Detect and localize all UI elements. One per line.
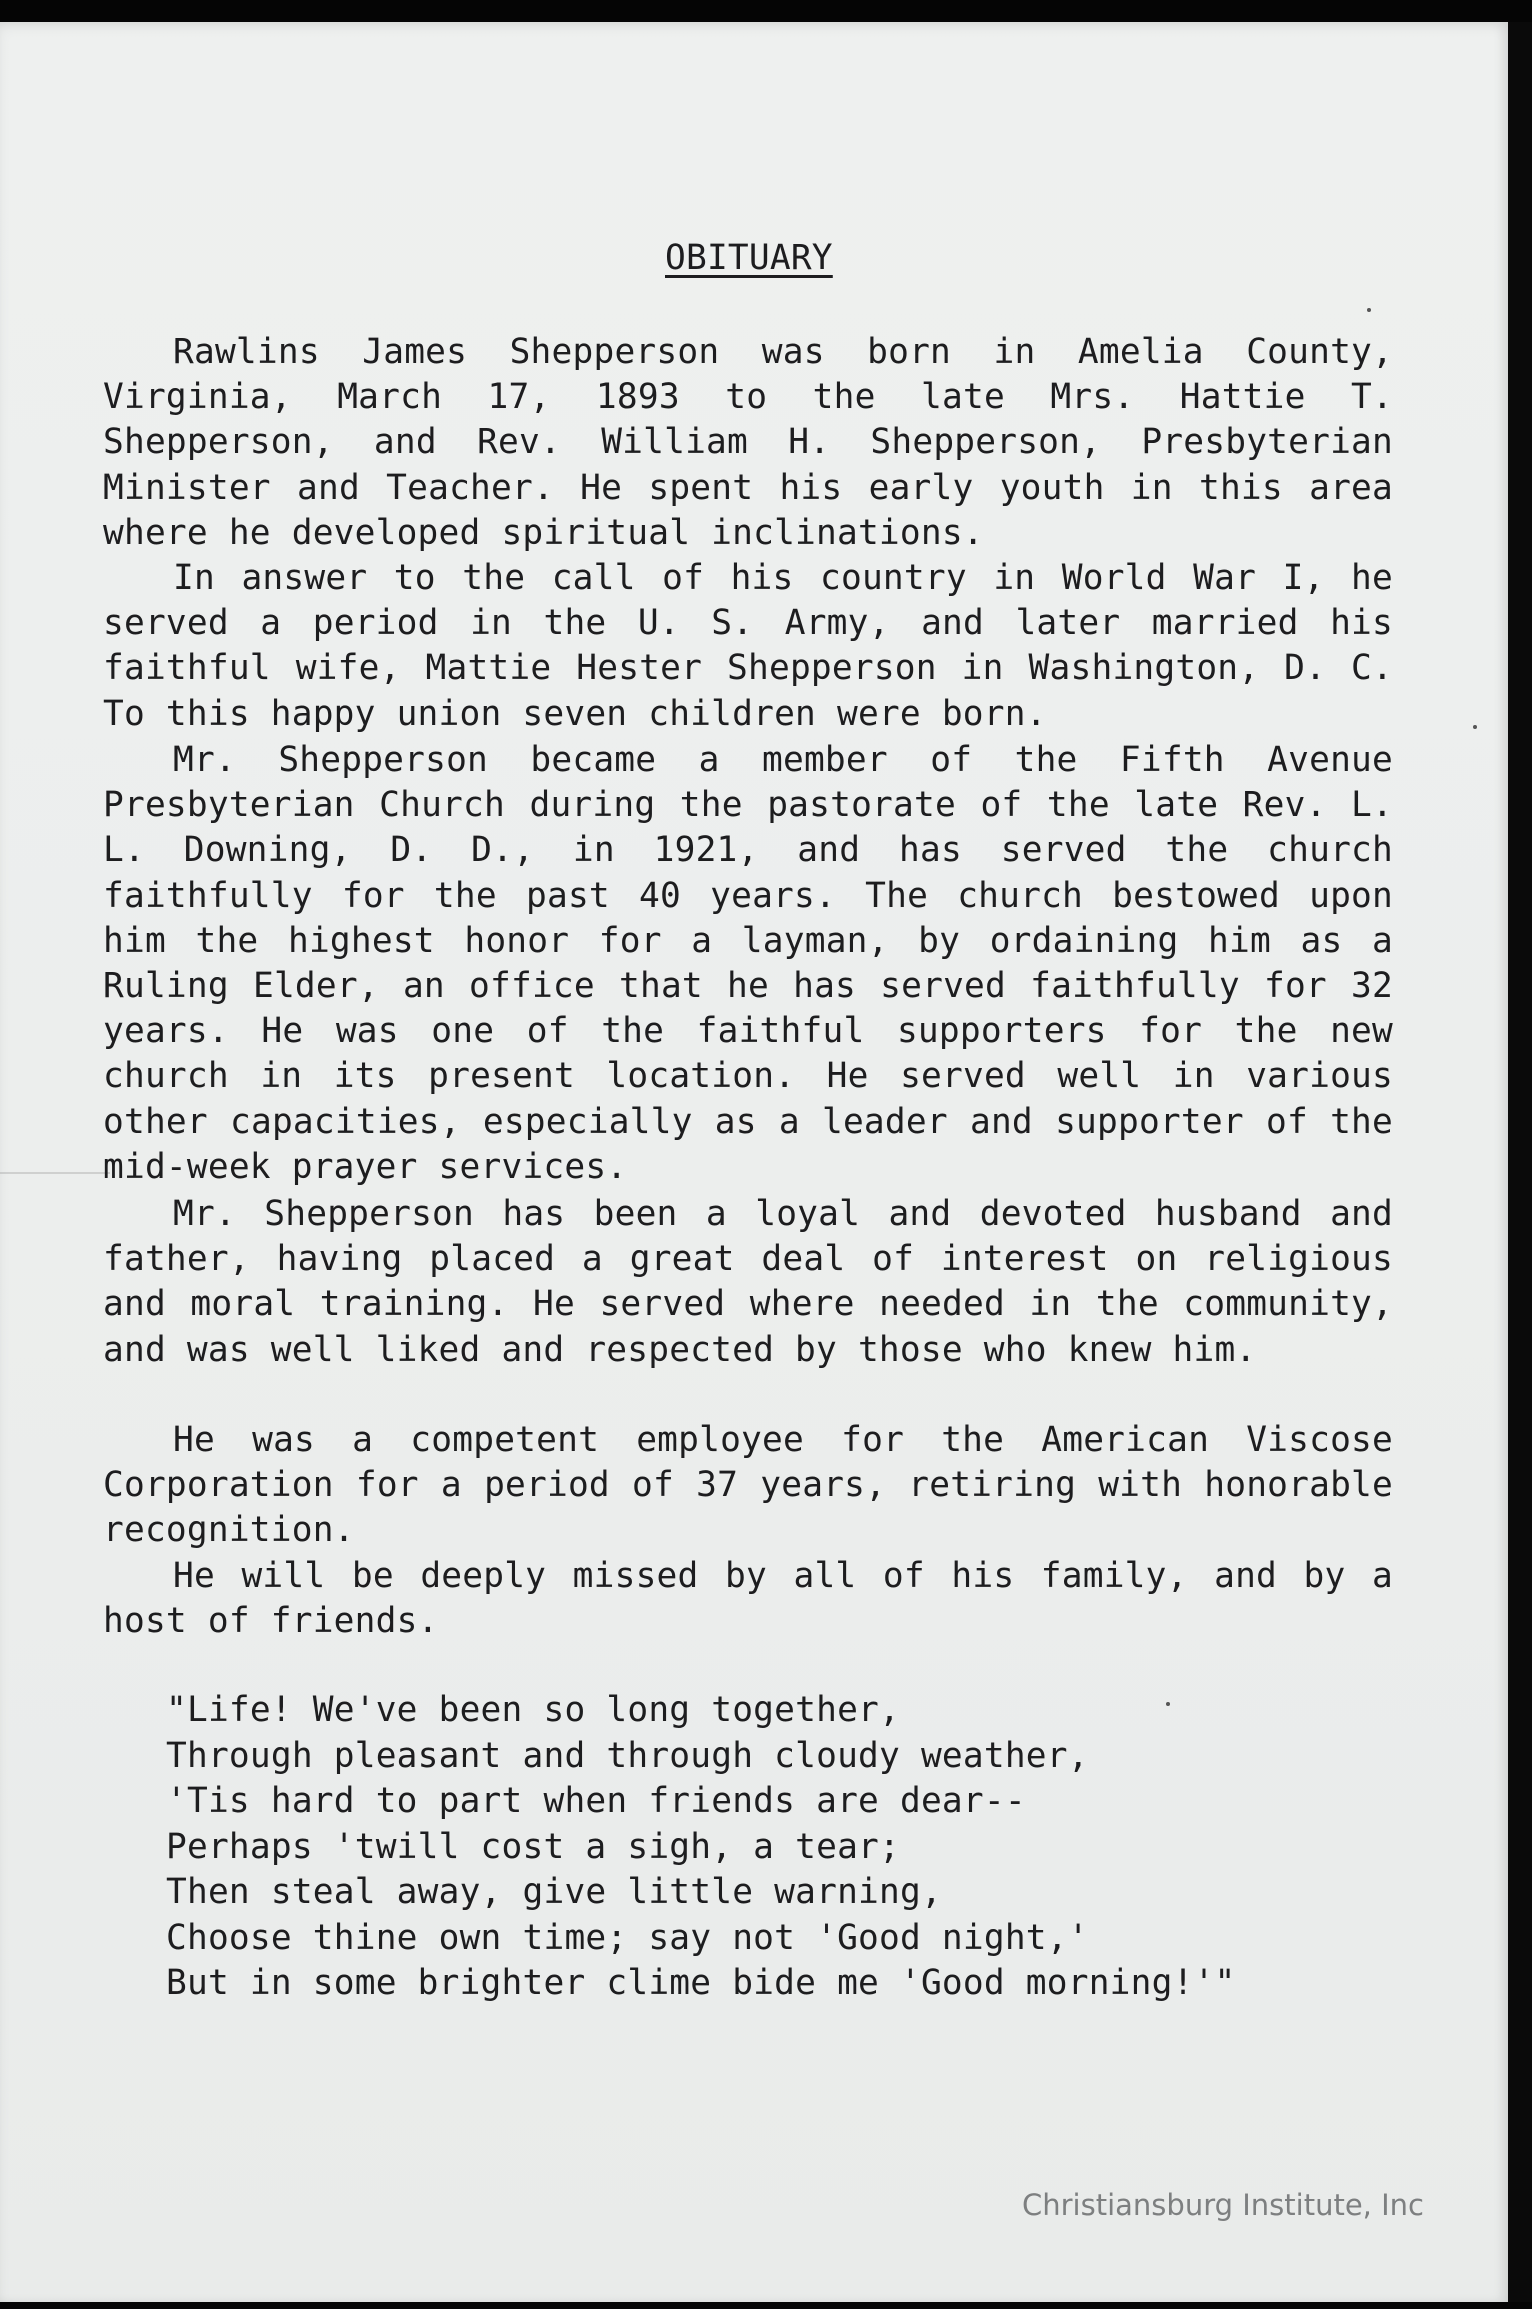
poem-block — [166, 1688, 1236, 2007]
poem-line: Through pleasant and through cloudy weather, — [166, 1735, 1089, 1776]
paper-speck — [1166, 1702, 1170, 1706]
archive-watermark: Christiansburg Institute, Inc — [1022, 2188, 1424, 2222]
paper-fold-mark — [0, 1172, 110, 1174]
paragraph-church-service: Mr. Shepperson became a member of the Fifth Avenue Presbyterian Church during the pastorate of the late Rev. L. L. Downing, D. D., in 1921, and has served the church faithfully for the past 40 years. The church bestowed upon him the highest honor for a layman, by ordaining him as a Ruling Elder, an office that he has served faithfully for 32 years. He was one of the faithful supporters for the new church in its present location. He served well in various other capacities, especially as a leader and supporter of the mid-week prayer services. — [103, 740, 1393, 1187]
page-edge-shadow — [1508, 22, 1532, 2302]
paper-speck — [1367, 308, 1371, 312]
paragraph-missed: He will be deeply missed by all of his family, and by a host of friends. — [103, 1556, 1393, 1642]
paragraph-family-community: Mr. Shepperson has been a loyal and devoted husband and father, having placed a great deal of interest on religious and moral training. He served where needed in the community, and was well liked and respected by those who knew him. — [103, 1194, 1393, 1370]
poem-line: But in some brighter clime bide me 'Good morning!'" — [166, 1963, 1236, 2003]
paragraph-military-marriage: In answer to the call of his country in World War I, he served a period in the U. S. Army, and later married his faithful wife, Mattie Hester Shepperson in Washington, D. C. To this happy union seven children were born. — [103, 558, 1393, 734]
poem-line: "Life! We've been so long together, — [166, 1690, 900, 1730]
paragraph-employment: He was a competent employee for the American Viscose Corporation for a period of 37 years, retiring with honorable recognition. — [103, 1420, 1393, 1551]
poem-line: 'Tis hard to part when friends are dear-- — [166, 1781, 1026, 1821]
obituary-title: OBITUARY — [665, 238, 833, 278]
poem-line: Perhaps 'twill cost a sigh, a tear; — [166, 1826, 900, 1867]
paragraph-birth: Rawlins James Shepperson was born in Amelia County, Virginia, March 17, 1893 to the late Mrs. Hattie T. Shepperson, and Rev. William H. Shepperson, Presbyterian Minister and Teacher. He spent his early youth in this area where he developed spiritual inclinations. — [103, 332, 1393, 553]
poem-line: Then steal away, give little warning, — [166, 1872, 942, 1912]
poem-line: Choose thine own time; say not 'Good night,' — [166, 1917, 1089, 1958]
paper-speck — [1473, 725, 1477, 729]
